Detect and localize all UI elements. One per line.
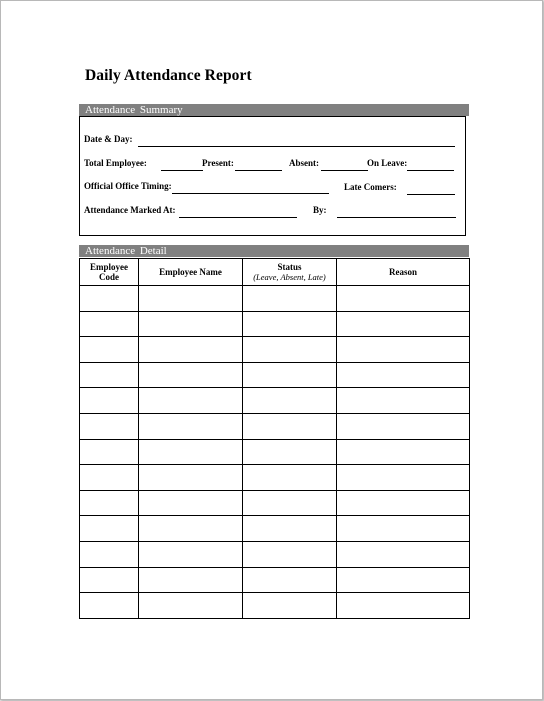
employee-code-cell[interactable]	[80, 593, 139, 619]
office-timing-field[interactable]	[172, 193, 329, 194]
table-row	[80, 567, 470, 593]
status-column-header	[243, 259, 337, 286]
employee-code-cell[interactable]	[80, 286, 139, 312]
status-cell[interactable]	[243, 516, 337, 542]
employee-name-cell[interactable]	[139, 362, 243, 388]
date-day-label: Date & Day:	[84, 134, 133, 144]
employee-name-cell[interactable]	[139, 388, 243, 414]
by-label: By:	[313, 205, 327, 215]
employee-code-column-header	[80, 259, 139, 286]
reason-header-text: Reason	[388, 267, 417, 277]
status-cell[interactable]	[243, 311, 337, 337]
employee-code-cell[interactable]	[80, 413, 139, 439]
employee-name-cell[interactable]	[139, 593, 243, 619]
status-header-text: Status	[277, 262, 302, 272]
employee-name-cell[interactable]	[139, 439, 243, 465]
reason-cell[interactable]	[337, 413, 470, 439]
employee-name-header-text: Employee Name	[159, 267, 222, 277]
employee-name-column-header	[139, 259, 243, 286]
table-row	[80, 388, 470, 414]
marked-at-field[interactable]	[179, 217, 297, 218]
employee-code-cell[interactable]	[80, 516, 139, 542]
reason-cell[interactable]	[337, 567, 470, 593]
employee-name-cell[interactable]	[139, 337, 243, 363]
employee-code-cell[interactable]	[80, 465, 139, 491]
reason-column-header	[337, 259, 470, 286]
employee-code-header-line1: Employee	[90, 262, 128, 272]
status-cell[interactable]	[243, 593, 337, 619]
employee-code-cell[interactable]	[80, 311, 139, 337]
reason-cell[interactable]	[337, 362, 470, 388]
table-row	[80, 465, 470, 491]
total-employee-field[interactable]	[161, 170, 203, 171]
present-field[interactable]	[235, 170, 282, 171]
reason-cell[interactable]	[337, 311, 470, 337]
table-row	[80, 337, 470, 363]
employee-code-cell[interactable]	[80, 337, 139, 363]
employee-name-cell[interactable]	[139, 490, 243, 516]
reason-cell[interactable]	[337, 388, 470, 414]
table-row	[80, 362, 470, 388]
status-cell[interactable]	[243, 490, 337, 516]
employee-name-cell[interactable]	[139, 465, 243, 491]
report-title: Daily Attendance Report	[85, 67, 252, 84]
table-header-row	[80, 259, 470, 286]
status-header-subtitle: (Leave, Absent, Late)	[253, 272, 326, 282]
status-cell[interactable]	[243, 286, 337, 312]
attendance-detail-table	[79, 258, 470, 619]
attendance-detail-header: Attendance Detail	[79, 245, 469, 257]
attendance-detail-body	[80, 286, 470, 619]
table-row	[80, 439, 470, 465]
table-row	[80, 311, 470, 337]
status-cell[interactable]	[243, 439, 337, 465]
reason-cell[interactable]	[337, 465, 470, 491]
late-comers-label: Late Comers:	[344, 182, 397, 192]
employee-name-cell[interactable]	[139, 541, 243, 567]
date-day-field[interactable]	[138, 146, 455, 147]
reason-cell[interactable]	[337, 439, 470, 465]
late-comers-field[interactable]	[407, 194, 455, 195]
employee-name-cell[interactable]	[139, 311, 243, 337]
total-employee-label: Total Employee:	[84, 158, 147, 168]
table-row	[80, 490, 470, 516]
on-leave-field[interactable]	[407, 170, 454, 171]
table-row	[80, 286, 470, 312]
employee-name-cell[interactable]	[139, 286, 243, 312]
status-cell[interactable]	[243, 567, 337, 593]
table-row	[80, 593, 470, 619]
status-cell[interactable]	[243, 541, 337, 567]
employee-code-cell[interactable]	[80, 439, 139, 465]
office-timing-label: Official Office Timing:	[84, 181, 172, 191]
employee-code-cell[interactable]	[80, 362, 139, 388]
employee-code-cell[interactable]	[80, 541, 139, 567]
reason-cell[interactable]	[337, 337, 470, 363]
reason-cell[interactable]	[337, 541, 470, 567]
marked-at-label: Attendance Marked At:	[84, 205, 176, 215]
status-cell[interactable]	[243, 413, 337, 439]
employee-code-header-line2: Code	[99, 272, 119, 282]
table-row	[80, 413, 470, 439]
table-row	[80, 516, 470, 542]
on-leave-label: On Leave:	[367, 158, 408, 168]
reason-cell[interactable]	[337, 516, 470, 542]
table-row	[80, 541, 470, 567]
reason-cell[interactable]	[337, 286, 470, 312]
status-cell[interactable]	[243, 388, 337, 414]
absent-field[interactable]	[321, 170, 368, 171]
status-cell[interactable]	[243, 337, 337, 363]
attendance-summary-header: Attendance Summary	[79, 104, 469, 116]
employee-name-cell[interactable]	[139, 516, 243, 542]
employee-name-cell[interactable]	[139, 413, 243, 439]
status-cell[interactable]	[243, 465, 337, 491]
reason-cell[interactable]	[337, 490, 470, 516]
status-cell[interactable]	[243, 362, 337, 388]
employee-code-cell[interactable]	[80, 490, 139, 516]
by-field[interactable]	[337, 217, 456, 218]
employee-code-cell[interactable]	[80, 567, 139, 593]
employee-code-cell[interactable]	[80, 388, 139, 414]
employee-name-cell[interactable]	[139, 567, 243, 593]
attendance-summary-box	[79, 116, 466, 236]
absent-label: Absent:	[289, 158, 320, 168]
reason-cell[interactable]	[337, 593, 470, 619]
present-label: Present:	[202, 158, 234, 168]
